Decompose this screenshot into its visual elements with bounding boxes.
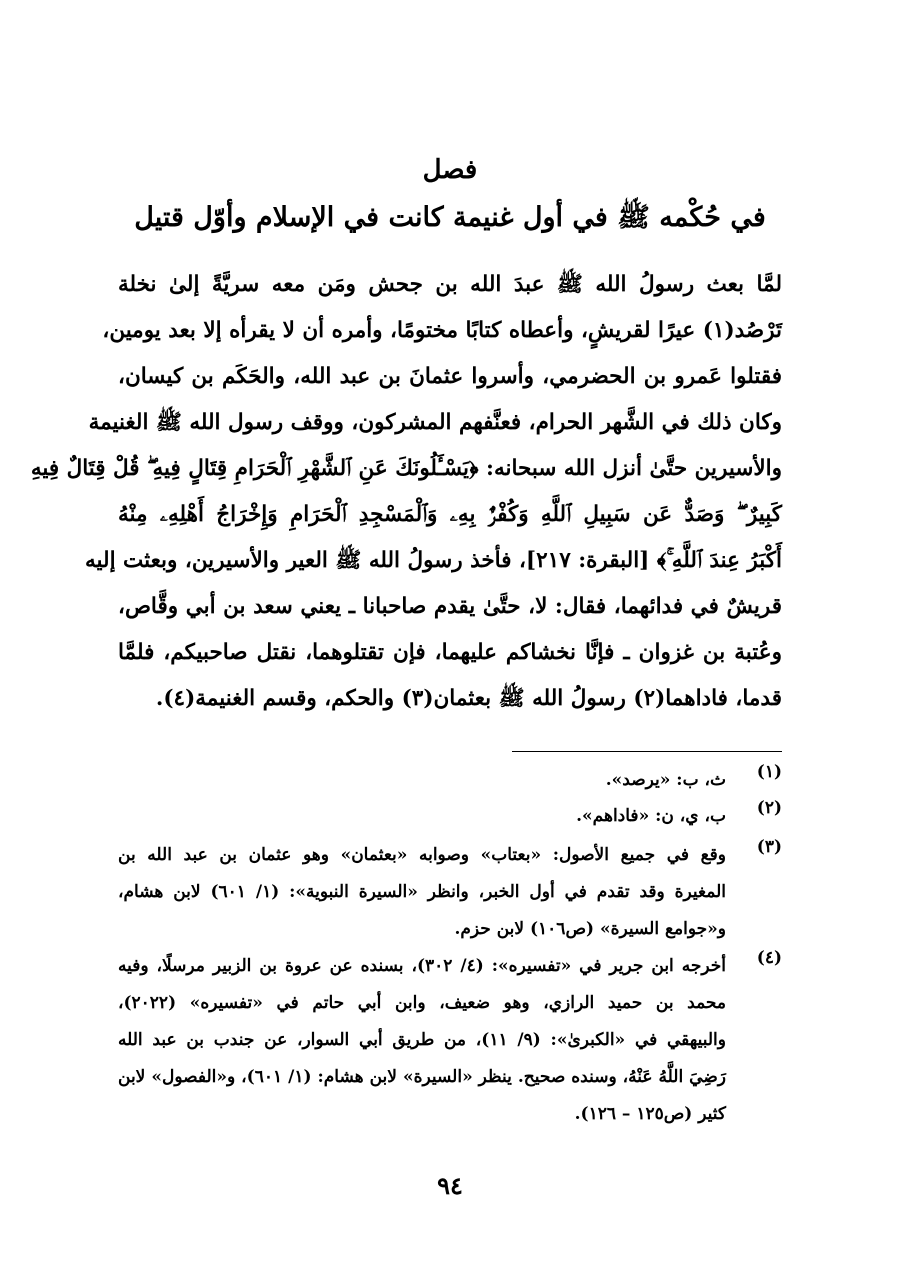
footnote-number: (٣) bbox=[756, 837, 782, 857]
footnote-line: محمد بن حميد الرازي، وهو ضعيف، وابن أبي حاتم في «تفسيره» (٢٠٢٢)، bbox=[118, 993, 726, 1013]
footnote-4 bbox=[118, 948, 782, 1133]
footnote-2 bbox=[118, 798, 782, 835]
body-line: كَبِيرٌ ۖ وَصَدٌّ عَن سَبِيلِ ٱللَّهِ وَكُفْرٌۢ بِهِۦ وَٱلْمَسْجِدِ ٱلْحَرَامِ وَإِخْرَاجُ أَهْلِهِۦ مِنْهُ bbox=[118, 502, 782, 527]
footnote-number: (٤) bbox=[756, 948, 782, 968]
body-line: قريشٌ في فدائهما، فقال: لا، حتَّىٰ يقدم صاحبانا ـ يعني سعد بن أبي وقَّاص، bbox=[118, 594, 782, 619]
footnote-line: رَضِيَ اللَّهُ عَنْهُ، وسنده صحيح. ينظر «السيرة» لابن هشام: (١/ ٦٠١)، و«الفصول» لابن bbox=[118, 1067, 726, 1087]
footnote-number: (١) bbox=[756, 762, 782, 782]
body-line: تَرْصُد(١) عيرًا لقريشٍ، وأعطاه كتابًا مختومًا، وأمره أن لا يقرأه إلا بعد يومين، bbox=[102, 318, 782, 343]
body-line: فقتلوا عَمرو بن الحضرمي، وأسروا عثمانَ بن عبد الله، والحَكَم بن كيسان، bbox=[118, 364, 782, 389]
footnote-number: (٢) bbox=[756, 798, 782, 818]
body-line: وكان ذلك في الشَّهر الحرام، فعنَّفهم المشركون، ووقف رسول الله ﷺ الغنيمة bbox=[88, 410, 782, 435]
footnote-line: والبيهقي في «الكبرىٰ»: (٩/ ١١)، من طريق أبي السوار، عن جندب بن عبد الله bbox=[118, 1030, 726, 1050]
footnote-line: وقع في جميع الأصول: «بعتاب» وصوابه «بعثمان» وهو عثمان بن عبد الله بن bbox=[118, 845, 726, 865]
page-number: ٩٤ bbox=[437, 1171, 463, 1200]
body-line: والأسيرين حتَّىٰ أنزل الله سبحانه: ﴿يَسْـَٔلُونَكَ عَنِ ٱلشَّهْرِ ٱلْحَرَامِ قِتَالٍ فِيهِ ۖ قُلْ قِتَالٌ فِيهِ bbox=[30, 456, 782, 481]
body-line: قدما، فاداهما(٢) رسولُ الله ﷺ بعثمان(٣) والحكم، وقسم الغنيمة(٤). bbox=[155, 686, 782, 711]
footnote-line: المغيرة وقد تقدم في أول الخبر، وانظر «السيرة النبوية»: (١/ ٦٠١) لابن هشام، bbox=[118, 882, 726, 902]
body-line: وعُتبة بن غزوان ـ فإنَّا نخشاكم عليهما، فإن تقتلوهما، نقتل صاحبيكم، فلمَّا bbox=[118, 640, 782, 665]
body-text bbox=[30, 262, 782, 722]
footnote-1 bbox=[118, 762, 782, 799]
footnote-separator bbox=[512, 751, 782, 752]
body-line: لمَّا بعث رسولُ الله ﷺ عبدَ الله بن جحش ومَن معه سريَّةً إلىٰ نخلة bbox=[118, 272, 782, 297]
footnote-line: ث، ب: «يرصد». bbox=[605, 770, 726, 790]
chapter-label: فصل bbox=[422, 155, 478, 185]
footnote-3 bbox=[118, 837, 782, 948]
body-line: أَكْبَرُ عِندَ ٱللَّهِ ۚ﴾ [البقرة: ٢١٧]، فأخذ رسولُ الله ﷺ العير والأسيرين، وبعثت إليه bbox=[85, 548, 782, 573]
footnote-line: و«جوامع السيرة» (ص١٠٦) لابن حزم. bbox=[454, 919, 726, 939]
chapter-title: في حُكْمه ﷺ في أول غنيمة كانت في الإسلام وأوّل قتيل bbox=[134, 202, 766, 233]
footnote-line: كثير (ص١٢٥ – ١٢٦). bbox=[574, 1104, 726, 1124]
footnote-line: أخرجه ابن جرير في «تفسيره»: (٤/ ٣٠٢)، بسنده عن عروة بن الزبير مرسلًا، وفيه bbox=[118, 956, 726, 976]
footnote-line: ب، ي، ن: «فاداهم». bbox=[576, 806, 726, 826]
